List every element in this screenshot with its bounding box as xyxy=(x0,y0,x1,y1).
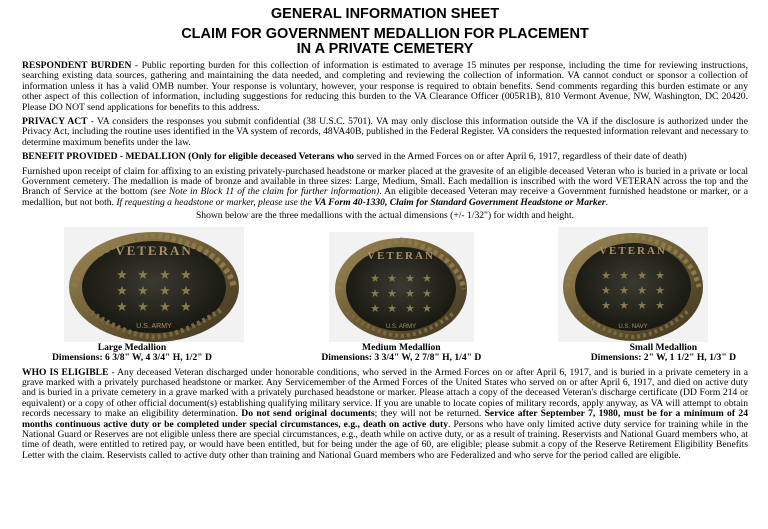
svg-text:★: ★ xyxy=(180,283,192,299)
privacy-act-heading: PRIVACY ACT xyxy=(22,116,88,128)
medallion-labels xyxy=(22,343,748,364)
small-medallion-label xyxy=(591,343,736,364)
svg-text:★: ★ xyxy=(619,298,629,312)
large-medallion-bottom-text: U.S. ARMY xyxy=(136,322,172,330)
medium-medallion-label xyxy=(321,343,481,364)
medium-medallion xyxy=(329,232,474,342)
svg-text:★: ★ xyxy=(159,267,171,283)
svg-text:★: ★ xyxy=(180,299,192,315)
svg-text:★: ★ xyxy=(116,267,128,283)
respondent-burden-paragraph xyxy=(22,61,748,113)
eligibility-bold-1: Do not send original documents xyxy=(241,408,375,420)
benefit-heading-paragraph xyxy=(22,152,748,162)
svg-text:★: ★ xyxy=(180,267,192,283)
benefit-note: (see Note in Block 11 of the claim for further information) xyxy=(150,186,380,198)
svg-text:★: ★ xyxy=(637,298,647,312)
small-medallion-bottom-text: U.S. NAVY xyxy=(618,323,648,330)
medallions-caption: Shown below are the three medallions with the actual dimensions (+/- 1/32") for width and height. xyxy=(195,210,575,222)
large-medallion-name: Large Medallion xyxy=(97,341,167,353)
small-medallion xyxy=(558,227,708,342)
svg-text:★: ★ xyxy=(601,298,611,312)
svg-text:★: ★ xyxy=(421,286,432,300)
svg-text:★: ★ xyxy=(386,271,397,285)
privacy-act-paragraph xyxy=(22,117,748,148)
benefit-text-1: Furnished upon receipt of claim for affixing to an existing privately-purchased headstone or marker placed at the gravesite of an eligible deceased Veteran who is buried in a private or local Government cemetery. The medallion is made of bronze and available in three sizes: Large, Medium, Small. Each medallion is inscribed with the word VETERAN across the top and the Branch of Service at the bottom xyxy=(22,165,748,198)
svg-text:★: ★ xyxy=(404,286,415,300)
svg-text:★: ★ xyxy=(404,271,415,285)
large-medallion xyxy=(64,227,244,342)
svg-text:★: ★ xyxy=(421,271,432,285)
svg-text:★: ★ xyxy=(116,283,128,299)
svg-text:★: ★ xyxy=(137,283,149,299)
svg-text:★: ★ xyxy=(369,301,380,315)
svg-text:★: ★ xyxy=(655,268,665,282)
svg-text:★: ★ xyxy=(655,298,665,312)
benefit-description xyxy=(22,167,748,209)
form-reference: VA Form 40-1330, Claim for Standard Government Headstone or Marker xyxy=(314,196,606,208)
svg-text:★: ★ xyxy=(404,301,415,315)
small-medallion-top-text: VETERAN xyxy=(599,244,667,257)
svg-text:★: ★ xyxy=(116,299,128,315)
svg-text:★: ★ xyxy=(619,268,629,282)
medallion-images xyxy=(22,225,748,342)
benefit-ital: If requesting a headstone or marker, please use the xyxy=(116,196,315,208)
eligibility-text-3: . Persons who have only limited active duty service for training while in the National Guard or Reserves are not eligible unless there are special circumstances, e.g., death while on active duty, or as a result of training. Reservists and National Guard members who, at time of death, were entitled to retired pay, or would have been entitled, but for being under the age of 60, are eligible; please submit a copy of the Reserve Retirement Eligibility Benefits Letter with the claim. Reservists called to active duty other than training and National Guard members who are Federalized and who serve for the period called are eligible. xyxy=(22,418,748,461)
medium-medallion-top-text: VETERAN xyxy=(366,249,435,262)
claim-title-line1: CLAIM FOR GOVERNMENT MEDALLION FOR PLACEMENT xyxy=(181,26,589,42)
eligibility-text-1: - Any deceased Veteran discharged under honorable conditions, who served in the Armed Forces on or after April 6, 1917, and is buried in a private cemetery in a grave marked with a privately purchased headstone or marker. Any Servicemember of the Armed Forces of the United States who served on or after April 6, 1917, and died on active duty and is buried in a private cemetery in a grave marked with a privately purchased headstone or marker. Please attach a copy of the deceased Veteran's discharge certificate (DD Form 214 or equivalent) or a copy of other official document(s) establishing qualifying military service. If you are unable to locate copies of military records, apply anyway, as VA will attempt to obtain records necessary to make an eligibility determination. xyxy=(22,366,748,420)
respondent-burden-text: - Public reporting burden for this collection of information is estimated to average 15 minutes per response, including the time for reviewing instructions, searching existing data sources, gathering and maintaining the data needed, and completing and reviewing the collection of information. VA cannot conduct or sponsor a collection of information unless it has a valid OMB number. Your response is voluntary, however, your response is required to obtain benefits. Send comments regarding this burden estimate or any other aspect of this collection of information, including suggestions for reducing this burden to the VA Clearance Officer (005R1B), 810 Vermont Avenue, NW, Washington, DC 20420. Please DO NOT send applications for benefits to this address. xyxy=(22,60,748,113)
svg-text:★: ★ xyxy=(159,299,171,315)
svg-text:★: ★ xyxy=(386,301,397,315)
large-medallion-top-text: VETERAN xyxy=(115,242,193,258)
eligibility-paragraph xyxy=(22,368,748,462)
medium-medallion-bottom-text: U.S. ARMY xyxy=(385,323,416,330)
svg-text:★: ★ xyxy=(159,283,171,299)
benefit-end: . xyxy=(605,196,609,208)
respondent-burden-heading: RESPONDENT BURDEN xyxy=(22,60,132,71)
svg-text:★: ★ xyxy=(369,286,380,300)
svg-text:★: ★ xyxy=(619,283,629,297)
svg-text:★: ★ xyxy=(637,283,647,297)
svg-text:★: ★ xyxy=(637,268,647,282)
large-medallion-dimensions: Dimensions: 6 3/8" W, 4 3/4" H, 1/2" D xyxy=(52,352,212,364)
svg-text:★: ★ xyxy=(369,271,380,285)
small-medallion-name: Small Medallion xyxy=(629,341,698,353)
small-medallion-dimensions: Dimensions: 2" W, 1 1/2" H, 1/3" D xyxy=(590,352,736,364)
medium-medallion-dimensions: Dimensions: 3 3/4" W, 2 7/8" H, 1/4" D xyxy=(321,352,482,364)
benefit-heading-tail: served in the Armed Forces on or after April 6, 1917, regardless of their date of death) xyxy=(353,151,687,163)
eligibility-heading: WHO IS ELIGIBLE xyxy=(22,366,109,378)
medium-medallion-name: Medium Medallion xyxy=(362,341,441,353)
benefit-heading: BENEFIT PROVIDED - MEDALLION (Only for eligible deceased Veterans who xyxy=(22,151,354,163)
sheet-title: GENERAL INFORMATION SHEET xyxy=(270,6,500,22)
svg-text:★: ★ xyxy=(421,301,432,315)
eligibility-bold-2: Service after September 7, 1980, must be for a minimum of 24 months continuous active duty or be completed under special circumstances, e.g., death on active duty xyxy=(22,408,748,430)
large-medallion-image xyxy=(64,227,244,342)
claim-title-line2: IN A PRIVATE CEMETERY xyxy=(296,41,474,57)
svg-text:★: ★ xyxy=(137,299,149,315)
small-medallion-image xyxy=(558,227,708,342)
medium-medallion-image xyxy=(329,232,474,342)
svg-text:★: ★ xyxy=(601,268,611,282)
svg-text:★: ★ xyxy=(601,283,611,297)
large-medallion-label xyxy=(52,343,212,364)
privacy-act-text: - VA considers the responses you submit confidential (38 U.S.C. 5701). VA may only disclose this information outside the VA if the disclosure is authorized under the Privacy Act, including the routine uses identified in the VA system of records, 48VA40B, published in the Federal Register. VA considers the requested information relevant and necessary to determine maximum benefits under the law. xyxy=(22,116,748,148)
eligibility-text-2: ; they will not be returned. xyxy=(374,408,485,420)
svg-text:★: ★ xyxy=(386,286,397,300)
svg-text:★: ★ xyxy=(137,267,149,283)
benefit-text-2: . An eligible deceased Veteran may receive a Government furnished headstone or marker, or a medallion, but not both. xyxy=(22,186,748,208)
document-page xyxy=(22,6,748,465)
svg-text:★: ★ xyxy=(655,283,665,297)
